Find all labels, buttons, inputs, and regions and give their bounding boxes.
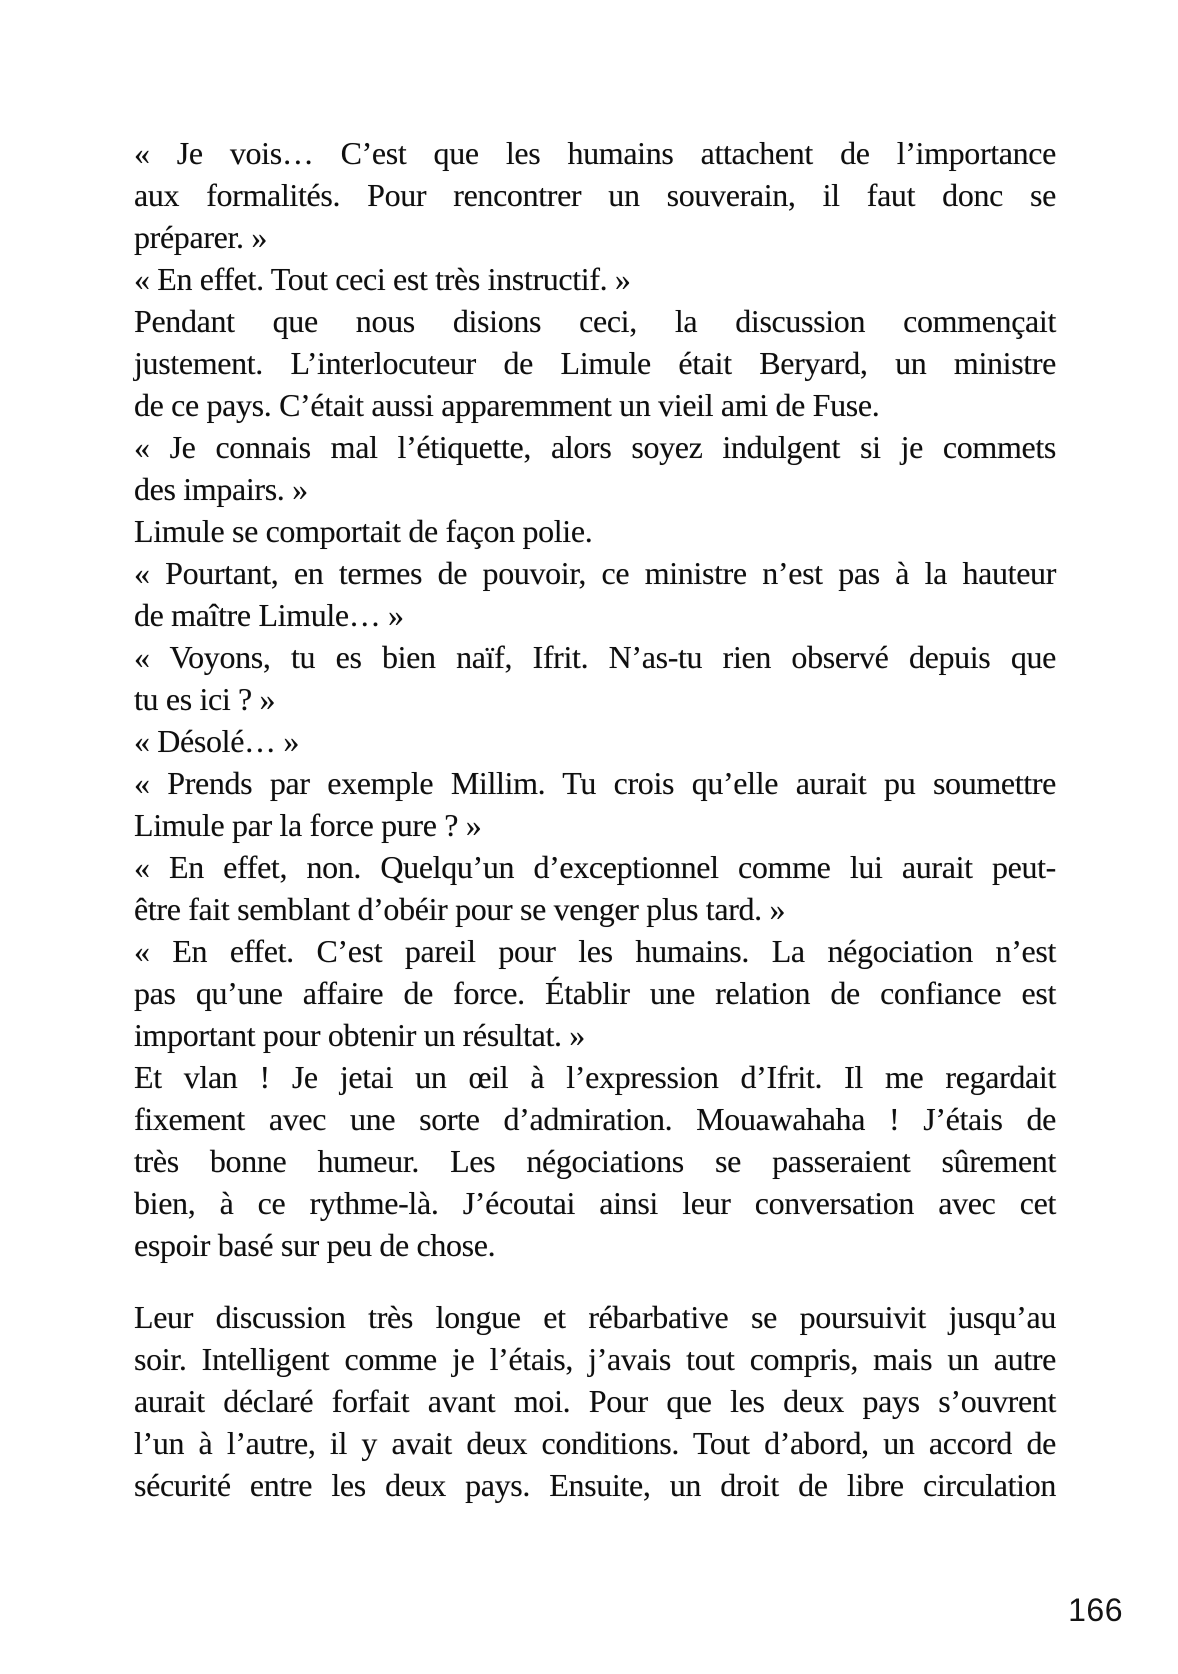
text-line: sécurité entre les deux pays. Ensuite, un droit de libre circulation (134, 1467, 1056, 1503)
paragraph (134, 1056, 1056, 1266)
text-line: préparer. » (134, 219, 267, 255)
text-line: espoir basé sur peu de chose. (134, 1227, 496, 1263)
text-line: Limule se comportait de façon polie. (134, 513, 593, 549)
paragraph (134, 552, 1056, 636)
text-line: « Désolé… » (134, 723, 300, 759)
text-line: bien, à ce rythme-là. J’écoutai ainsi leur conversation avec cet (134, 1185, 1056, 1221)
paragraph (134, 846, 1056, 930)
text-line: l’un à l’autre, il y avait deux conditions. Tout d’abord, un accord de (134, 1425, 1056, 1461)
text-line: de maître Limule… » (134, 597, 404, 633)
text-line: être fait semblant d’obéir pour se venger plus tard. » (134, 891, 786, 927)
paragraph (134, 1296, 1056, 1506)
text-line: fixement avec une sorte d’admiration. Mouawahaha ! J’étais de (134, 1101, 1056, 1137)
paragraph (134, 720, 1056, 762)
text-line: Et vlan ! Je jetai un œil à l’expression d’Ifrit. Il me regardait (134, 1059, 1056, 1095)
paragraph (134, 258, 1056, 300)
text-line: « En effet. Tout ceci est très instructif. » (134, 261, 631, 297)
text-line: pas qu’une affaire de force. Établir une relation de confiance est (134, 975, 1056, 1011)
text-line: « Prends par exemple Millim. Tu crois qu’elle aurait pu soumettre (134, 765, 1056, 801)
text-line: tu es ici ? » (134, 681, 276, 717)
page-number: 166 (1068, 1592, 1123, 1628)
paragraph (134, 426, 1056, 510)
text-line: justement. L’interlocuteur de Limule était Beryard, un ministre (134, 345, 1056, 381)
text-line: « En effet. C’est pareil pour les humains. La négociation n’est (134, 933, 1056, 969)
paragraph (134, 762, 1056, 846)
text-line: aurait déclaré forfait avant moi. Pour que les deux pays s’ouvrent (134, 1383, 1056, 1419)
text-line: aux formalités. Pour rencontrer un souverain, il faut donc se (134, 177, 1056, 213)
text-line: « Pourtant, en termes de pouvoir, ce ministre n’est pas à la hauteur (134, 555, 1056, 591)
paragraph (134, 930, 1056, 1056)
text-line: très bonne humeur. Les négociations se passeraient sûrement (134, 1143, 1056, 1179)
text-line: « Voyons, tu es bien naïf, Ifrit. N’as-tu rien observé depuis que (134, 639, 1056, 675)
paragraph (134, 636, 1056, 720)
text-line: des impairs. » (134, 471, 308, 507)
text-line: Pendant que nous disions ceci, la discussion commençait (134, 303, 1056, 339)
text-line: Leur discussion très longue et rébarbative se poursuivit jusqu’au (134, 1299, 1056, 1335)
text-line: de ce pays. C’était aussi apparemment un vieil ami de Fuse. (134, 387, 880, 423)
text-line: soir. Intelligent comme je l’étais, j’avais tout compris, mais un autre (134, 1341, 1056, 1377)
page-text (134, 132, 1056, 1506)
paragraph (134, 510, 1056, 552)
paragraph (134, 300, 1056, 426)
text-line: « Je connais mal l’étiquette, alors soyez indulgent si je commets (134, 429, 1056, 465)
text-line: « En effet, non. Quelqu’un d’exceptionnel comme lui aurait peut- (134, 849, 1056, 885)
text-line: important pour obtenir un résultat. » (134, 1017, 585, 1053)
text-line: Limule par la force pure ? » (134, 807, 482, 843)
text-line: « Je vois… C’est que les humains attachent de l’importance (134, 135, 1056, 171)
paragraph (134, 132, 1056, 258)
